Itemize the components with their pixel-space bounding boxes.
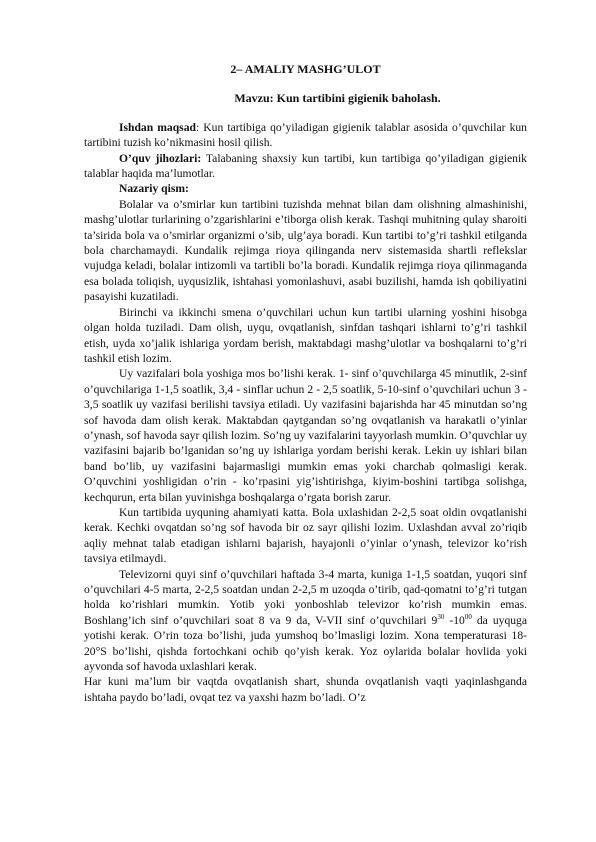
body-paragraph-3: Uy vazifalari bola yoshiga mos bo’lishi kerak. 1- sinf o’quvchilarga 45 minutlik, 2-sinf o’quvchilariga 1-1,5 soatlik, 3,4 - sinflar uchun 2 - 2,5 soatlik, 5-10-sinf o’quvchilari uchun 3 - 3,5 soatlik uy vazifasi berilishi tavsiya etiladi. Uy vazifasini bajarishda har 45 minutdan so’ng sof havoda dam olish kerak. Maktabdan qaytgandan so’ng ovqatlanish va harakatli o’yinlar o’ynash, sof havoda sayr qilish lozim. So’ng uy vazifalarini tayyorlash mumkin. O’quvchlar uy vazifasini bajarib bo’lganidan so’ng uy ishlariga yordam berishi kerak. Lekin uy ishlari bilan band bo’lib, uy vazifasini bajarmasligi mumkin emas yoki charchab qolmasligi kerak. O’quvchini yoshligidan o’rin - ko’rpasini yig’ishtirishga, kiyim-boshini tartibga solishga, kechqurun, erta bilan yuvinishga boshqalarga o’rgata borish zarur. bbox=[84, 367, 527, 504]
equipment-label: O’quv jihozlari: bbox=[119, 151, 202, 165]
p5-text-c: da uyquga yotishi kerak. O’rin toza bo’lishi, juda yumshoq bo’lmasligi lozim. Xona temperaturasi 18-20°S bo’lishi, qishda fortochkani ochib qo’yish kerak. Yoz oylarida bolalar hovlida yoki ayvonda sof havoda uxlashlari kerak. bbox=[84, 613, 527, 674]
equipment-paragraph bbox=[84, 151, 527, 182]
goal-label: Ishdan maqsad bbox=[119, 120, 196, 134]
body-paragraph-4: Kun tartibida uyquning ahamiyati katta. Bola uxlashidan 2-2,5 soat oldin ovqatlanishi kerak. Kechki ovqatdan so’ng sof havoda bir oz sayr qilishi lozim. Uxlashdan avval zo’riqib aqliy mehnat talab etadigan ishlarni bajarish, hayajonli o’yinlar o’ynash, televizor ko’rish tavsiya etilmaydi. bbox=[84, 505, 527, 566]
theory-heading bbox=[84, 181, 527, 196]
body-paragraph-1: Bolalar va o’smirlar kun tartibini tuzishda mehnat bilan dam olishning almashinishi, mashg’ulotlar turlarining o’zgarishlarini e’tiborga olish kerak. Tashqi muhitning qulay sharoiti ta’sirida bola va o’smirlar organizmi o’sib, ulg’aya boradi. Kun tartibi to’g’ri tashkil etilganda bola charchamaydi. Kundalik rejimga rioya qilinganda nerv sistemasida shartli reflekslar vujudga keladi, bolalar intizomli va tartibli bo’la boradi. Kundalik rejimga rioya qilinmaganda esa bolada toliqish, uyqusizlik, ishtahasi yomonlashuvi, asabi buzilishi, hamda ish qobiliyatini pasayishi kuzatiladi. bbox=[84, 197, 527, 304]
equipment-text: Talabaning shaxsiy kun tartibi, kun tartibiga qo’yiladigan gigienik talablar haqida ma’lumotlar. bbox=[84, 151, 527, 181]
theory-label: Nazariy qism: bbox=[119, 182, 189, 196]
goal-paragraph bbox=[84, 120, 527, 151]
page-title: 2– AMALIY MASHG’ULOT bbox=[230, 62, 381, 76]
p5-superscript-1: 30 bbox=[437, 612, 445, 621]
body-paragraph-2: Birinchi va ikkinchi smena o’quvchilari uchun kun tartibi ularning yoshini hisobga olgan holda tuziladi. Dam olish, uyqu, ovqatlanish, sinfdan tashqari ishlarni to’g’ri tashkil etish, uyda xo’jalik ishlariga yordam berish, maktabdagi mashg’ulotlar va boshqalarni to’g’ri tashkil etish lozim. bbox=[84, 305, 527, 365]
p5-superscript-2: 00 bbox=[464, 612, 472, 621]
topic-subtitle: Mavzu: Kun tartibini gigienik baholash. bbox=[234, 91, 441, 106]
body-paragraph-5 bbox=[84, 567, 527, 675]
body-paragraph-6: Har kuni ma’lum bir vaqtda ovqatlanish shart, shunda ovqatlanish vaqti yaqinlashganda ishtaha paydo bo’ladi, ovqat tez va yaxshi hazm bo’ladi. O’z bbox=[84, 675, 527, 704]
p5-text-a: Televizorni quyi sinf o’quvchilari haftada 3-4 marta, kuniga 1-1,5 soatdan, yuqori sinf o’quvchilari 4-5 marta, 2-2,5 soatdan undan 2-2,5 m uzoqda o’tirib, qad-qomatni to’g’ri tutgan holda ko’rishlari mumkin. Yotib yoki yonboshlab televizor ko’rish mumkin emas. Boshlang’ich sinf o’quvchilari soat 8 va 9 da, V-VII sinf o’quvchilari 9 bbox=[84, 567, 527, 627]
goal-text: : Kun tartibiga qo’yiladigan gigienik talablar asosida o’quvchilar kun tartibini tuzish ko’nikmasini hosil qilish. bbox=[84, 120, 527, 150]
document-body bbox=[84, 62, 527, 705]
p5-text-b: -10 bbox=[444, 613, 465, 627]
